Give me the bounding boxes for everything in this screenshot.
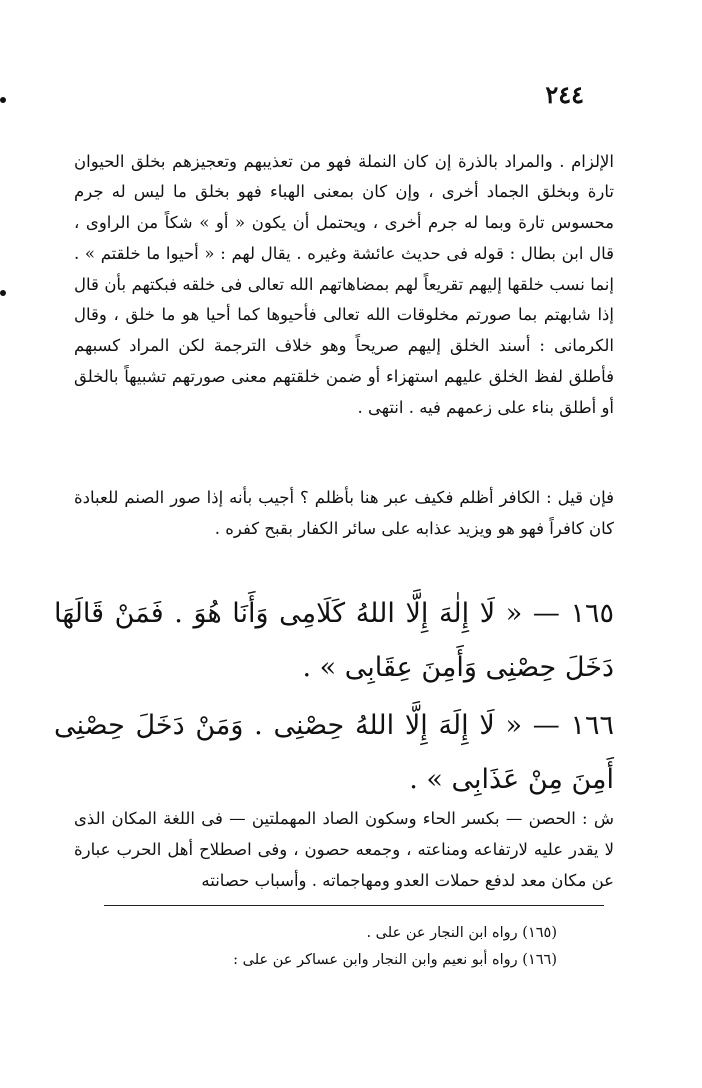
- margin-mark: [0, 290, 6, 296]
- footnotes: [117, 920, 557, 974]
- page-number: ٢٤٤: [545, 80, 584, 109]
- footnote-165: (١٦٥) رواه ابن النجار عن على .: [366, 925, 557, 941]
- hadith-165: ١٦٥ — « لَا إِلٰهَ إِلَّا اللهُ كَلَامِى وَأَنَا هُوَ . فَمَنْ قَالَهَا دَخَلَ حِصْنِى وَأَمِنَ عِقَابِى » .: [54, 598, 614, 683]
- body-paragraph-1: الإلزام . والمراد بالذرة إن كان النملة فهو من تعذيبهم وتعجيزهم بخلق الحيوان تارة وبخلق الجماد أخرى ، وإن كان بمعنى الهباء فهو بخلق ما ليس له جرم محسوس تارة وبما له جرم أخرى ، ويحتمل أن يكون « أو » شكاً من الراوى ، قال ابن بطال : قوله فى حديث عائشة وغيره . يقال لهم : « أحيوا ما خلقتم » . إنما نسب خلقها إليهم تقريعاً لهم بمضاهاتهم الله تعالى فى خلقه فبكتهم بأن قال إذا شابهتم بما صورتم مخلوقات الله تعالى فأحيوها كما أحيا هو ما خلق ، وقال الكرمانى : أسند الخلق إليهم صريحاً وهو خلاف الترجمة لكن المراد كسبهم فأطلق لفظ الخلق عليهم استهزاء أو ضمن خلقتهم معنى صورتهم تشبيهاً بالخلق أو أطلق بناء على زعمهم فيه . انتهى .: [74, 151, 614, 417]
- commentary-paragraph: ش : الحصن — بكسر الحاء وسكون الصاد المهملتين — فى اللغة المكان الذى لا يقدر عليه لارتفاعه ومناعته ، وجمعه حصون ، وفى اصطلاح أهل الحرب عبارة عن مكان معد لدفع حملات العدو ومهاجماته . وأسباب حصانته: [74, 808, 614, 890]
- hadith-166: ١٦٦ — « لَا إِلَهَ إِلَّا اللهُ حِصْنِى . وَمَنْ دَخَلَ حِصْنِى أَمِنَ مِنْ عَذَابِى » .: [54, 710, 614, 795]
- margin-mark: [0, 97, 6, 103]
- body-paragraph-2: فإن قيل : الكافر أظلم فكيف عبر هنا بأظلم ؟ أجيب بأنه إذا صور الصنم للعبادة كان كافراً فهو هو ويزيد عذابه على سائر الكفار بقبح كفره .: [74, 487, 614, 538]
- footnote-166: (١٦٦) رواه أبو نعيم وابن النجار وابن عساكر عن على :: [233, 952, 557, 968]
- footnote-divider: [104, 905, 604, 906]
